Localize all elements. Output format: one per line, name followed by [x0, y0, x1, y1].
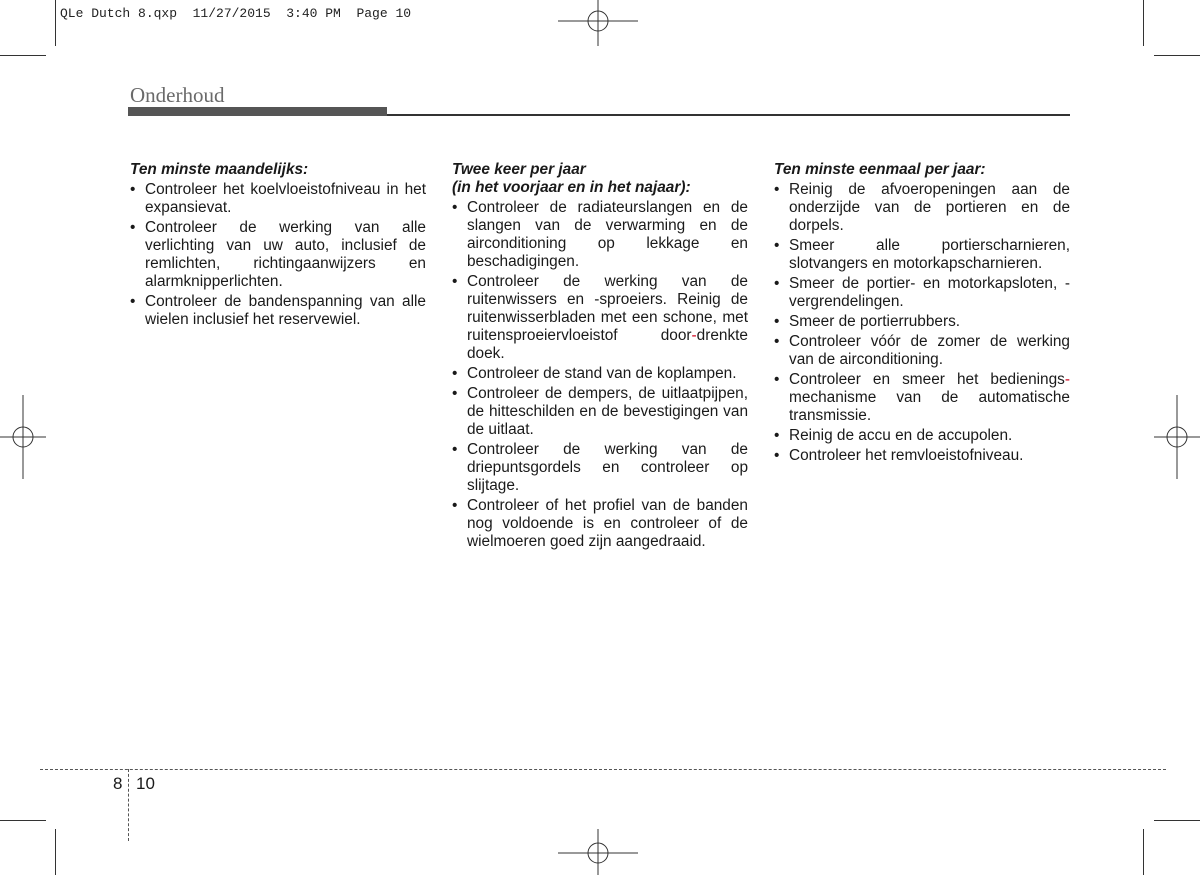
chapter-number: 8 — [113, 774, 123, 793]
registration-mark-bottom-icon — [558, 829, 638, 875]
crop-mark-bottom-left-v — [55, 829, 56, 875]
list-item: • Controleer de bandenspanning van alle wielen inclusief het reservewiel. — [130, 293, 426, 329]
list-item: • Controleer vóór de zomer de werking van de airconditioning. — [774, 333, 1070, 369]
list-item: • Controleer de radiateurslangen en de slangen van de verwarming en de airconditioning op lekkage en beschadigingen. — [452, 199, 748, 271]
column-heading-line: Ten minste eenmaal per jaar: — [774, 161, 986, 178]
hyphen-mark: - — [1064, 371, 1070, 388]
list-item: • Smeer de portierrubbers. — [774, 313, 1070, 331]
crop-mark-top-right-v — [1143, 0, 1144, 46]
registration-mark-left-icon — [0, 395, 46, 479]
crop-mark-top-left-v — [55, 0, 56, 46]
registration-mark-right-icon — [1154, 395, 1200, 479]
column-twice-yearly — [452, 161, 748, 551]
column-heading — [130, 161, 426, 179]
list-item: • Controleer of het profiel van de banden nog voldoende is en controleer of de wielmoeren goed zijn aangedraaid. — [452, 497, 748, 551]
list-item-text: drenkte doek. — [467, 327, 748, 362]
column-heading-line: Twee keer per jaar — [452, 161, 586, 178]
list-item: • Smeer alle portierscharnieren, slotvangers en motorkapscharnieren. — [774, 237, 1070, 273]
page-number: 10 — [136, 774, 155, 793]
list-item: • Controleer de dempers, de uitlaatpijpen, de hitteschilden en de bevestigingen van de uitlaat. — [452, 385, 748, 439]
checklist — [130, 181, 426, 329]
print-slug: QLe Dutch 8.qxp 11/27/2015 3:40 PM Page 10 — [60, 6, 412, 21]
list-item: • Controleer de werking van de driepuntsgordels en controleer op slijtage. — [452, 441, 748, 495]
list-item: • Controleer de werking van alle verlichting van uw auto, inclusief de remlichten, richtingaanwijzers en alarmknipperlichten. — [130, 219, 426, 291]
crop-mark-bottom-right-v — [1143, 829, 1144, 875]
section-title: Onderhoud — [130, 83, 225, 107]
list-item: • Controleer het koelvloeistofniveau in het expansievat. — [130, 181, 426, 217]
hyphen-mark: - — [691, 327, 697, 344]
crop-mark-bottom-left-h — [0, 820, 46, 821]
list-item: • Smeer de portier- en motorkapsloten, -vergrendelingen. — [774, 275, 1070, 311]
column-heading-line: Ten minste maandelijks: — [130, 161, 309, 178]
list-item — [452, 273, 748, 363]
checklist — [774, 181, 1070, 465]
crop-mark-top-right-h — [1154, 55, 1200, 56]
crop-mark-bottom-right-h — [1154, 820, 1200, 821]
list-item — [774, 371, 1070, 425]
column-heading-line: (in het voorjaar en in het najaar): — [452, 179, 691, 196]
checklist — [452, 199, 748, 551]
column-monthly — [130, 161, 426, 329]
list-item-text: mechanisme van de automatische transmissie. — [789, 389, 1070, 424]
list-item-text: Controleer de werking van de ruitenwissers en -sproeiers. Reinig de ruitenwisserbladen met een schone, met ruitensproeiervloeistof door — [467, 273, 748, 344]
list-item: • Controleer het remvloeistofniveau. — [774, 447, 1070, 465]
list-item: • Reinig de afvoeropeningen aan de onderzijde van de portieren en de dorpels. — [774, 181, 1070, 235]
list-item: • Controleer de stand van de koplampen. — [452, 365, 748, 383]
column-yearly — [774, 161, 1070, 465]
registration-mark-top-icon — [558, 0, 638, 46]
footer-rule — [40, 769, 1166, 770]
column-heading — [774, 161, 1070, 179]
list-item-text: Controleer en smeer het bedienings — [789, 371, 1065, 388]
header-accent-bar — [128, 107, 387, 116]
list-item: • Reinig de accu en de accupolen. — [774, 427, 1070, 445]
crop-mark-top-left-h — [0, 55, 46, 56]
column-heading — [452, 161, 748, 197]
page-number-divider — [128, 769, 129, 841]
